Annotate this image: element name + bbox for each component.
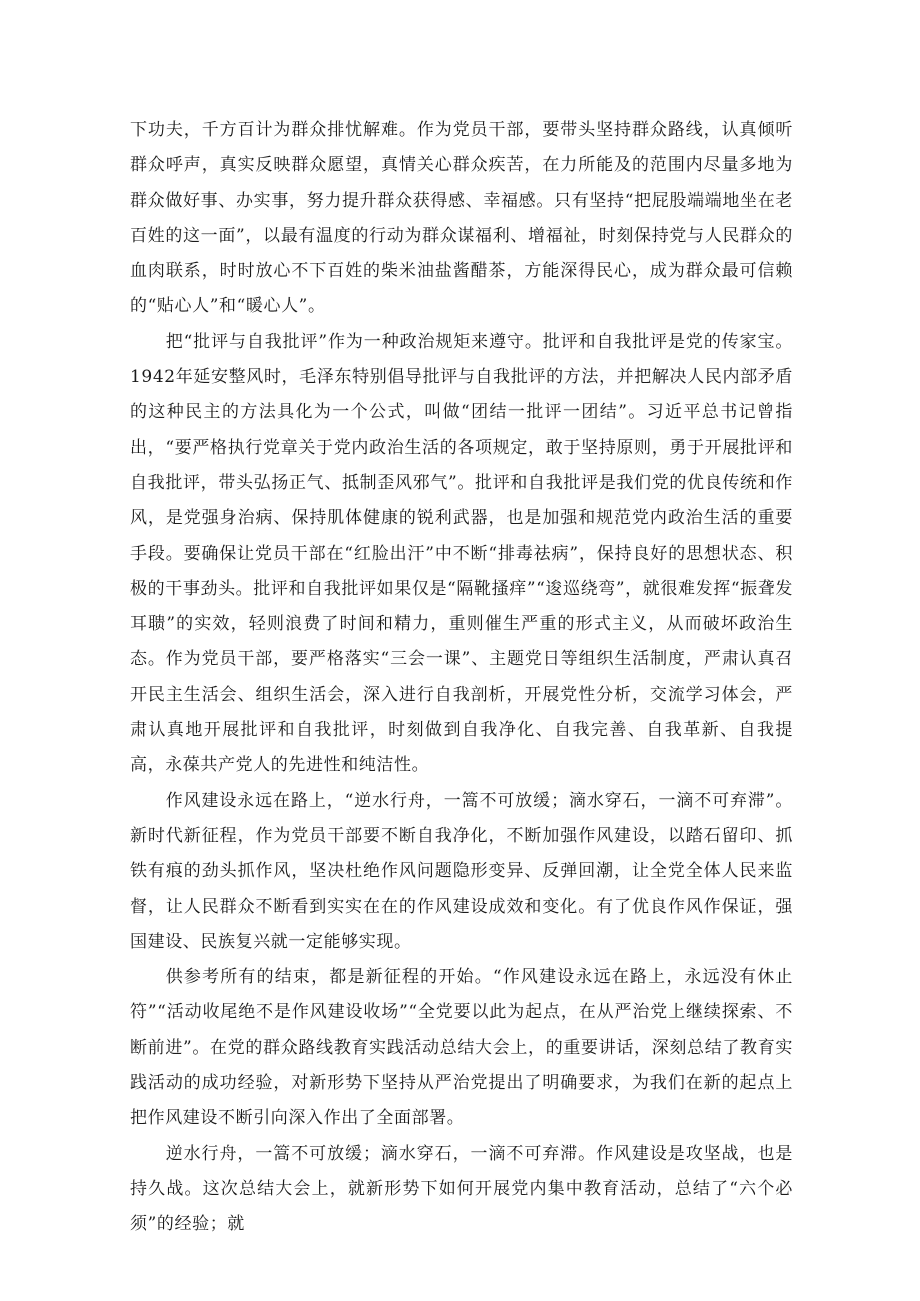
paragraph-3: 作风建设永远在路上，“逆水行舟，一篙不可放缓；滴水穿石，一滴不可弃滞”。新时代新征程，作为党员干部要不断自我净化，不断加强作风建设，以踏石留印、抓铁有痕的劲头抓作风，坚决杜绝作风问题隐形变异、反弹回潮，让全党全体人民来监督，让人民群众不断看到实实在在的作风建设成效和变化。有了优良作风作保证，强国建设、民族复兴就一定能够实现。 bbox=[130, 790, 793, 952]
paragraph-1: 下功夫，千方百计为群众排忧解难。作为党员干部，要带头坚持群众路线，认真倾听群众呼声，真实反映群众愿望，真情关心群众疾苦，在力所能及的范围内尽量多地为群众做好事、办实事，努力提升群众获得感、幸福感。只有坚持“把屁股端端地坐在老百姓的这一面”，以最有温度的行动为群众谋福利、增福祉，时刻保持党与人民群众的血肉联系，时时放心不下百姓的柴米油盐酱醋茶，方能深得民心，成为群众最可信赖的“贴心人”和“暖心人”。 bbox=[130, 120, 793, 317]
paragraph-5: 逆水行舟，一篙不可放缓；滴水穿石，一滴不可弃滞。作风建设是攻坚战，也是持久战。这次总结大会上，就新形势下如何开展党内集中教育活动，总结了“六个必须”的经验；就 bbox=[130, 1143, 793, 1235]
paragraph-2: 把“批评与自我批评”作为一种政治规矩来遵守。批评和自我批评是党的传家宝。1942年延安整风时，毛泽东特别倡导批评与自我批评的方法，并把解决人民内部矛盾的这种民主的方法具化为一个公式，叫做“团结一批评一团结”。习近平总书记曾指出，“要严格执行党章关于党内政治生活的各项规定，敢于坚持原则，勇于开展批评和自我批评，带头弘扬正气、抵制歪风邪气”。批评和自我批评是我们党的优良传统和作风，是党强身治病、保持肌体健康的锐利武器，也是加强和规范党内政治生活的重要手段。要确保让党员干部在“红脸出汗”中不断“排毒祛病”，保持良好的思想状态、积极的干事劲头。批评和自我批评如果仅是“隔靴搔痒”“逡巡绕弯”，就很难发挥“振聋发耳聩”的实效，轻则浪费了时间和精力，重则催生严重的形式主义，从而破坏政治生态。作为党员干部，要严格落实“三会一课”、主题党日等组织生活制度，严肃认真召开民主生活会、组织生活会，深入进行自我剖析，开展党性分析，交流学习体会，严肃认真地开展批评和自我批评，时刻做到自我净化、自我完善、自我革新、自我提高，永葆共产党人的先进性和纯洁性。 bbox=[130, 331, 793, 776]
document-body bbox=[130, 113, 793, 1243]
paragraph-4: 供参考所有的结束，都是新征程的开始。“作风建设永远在路上，永远没有休止符”“活动收尾绝不是作风建设收场”“全党要以此为起点，在从严治党上继续探索、不断前进”。在党的群众路线教育实践活动总结大会上，的重要讲话，深刻总结了教育实践活动的成功经验，对新形势下坚持从严治党提出了明确要求，为我们在新的起点上把作风建设不断引向深入作出了全面部署。 bbox=[130, 967, 793, 1129]
